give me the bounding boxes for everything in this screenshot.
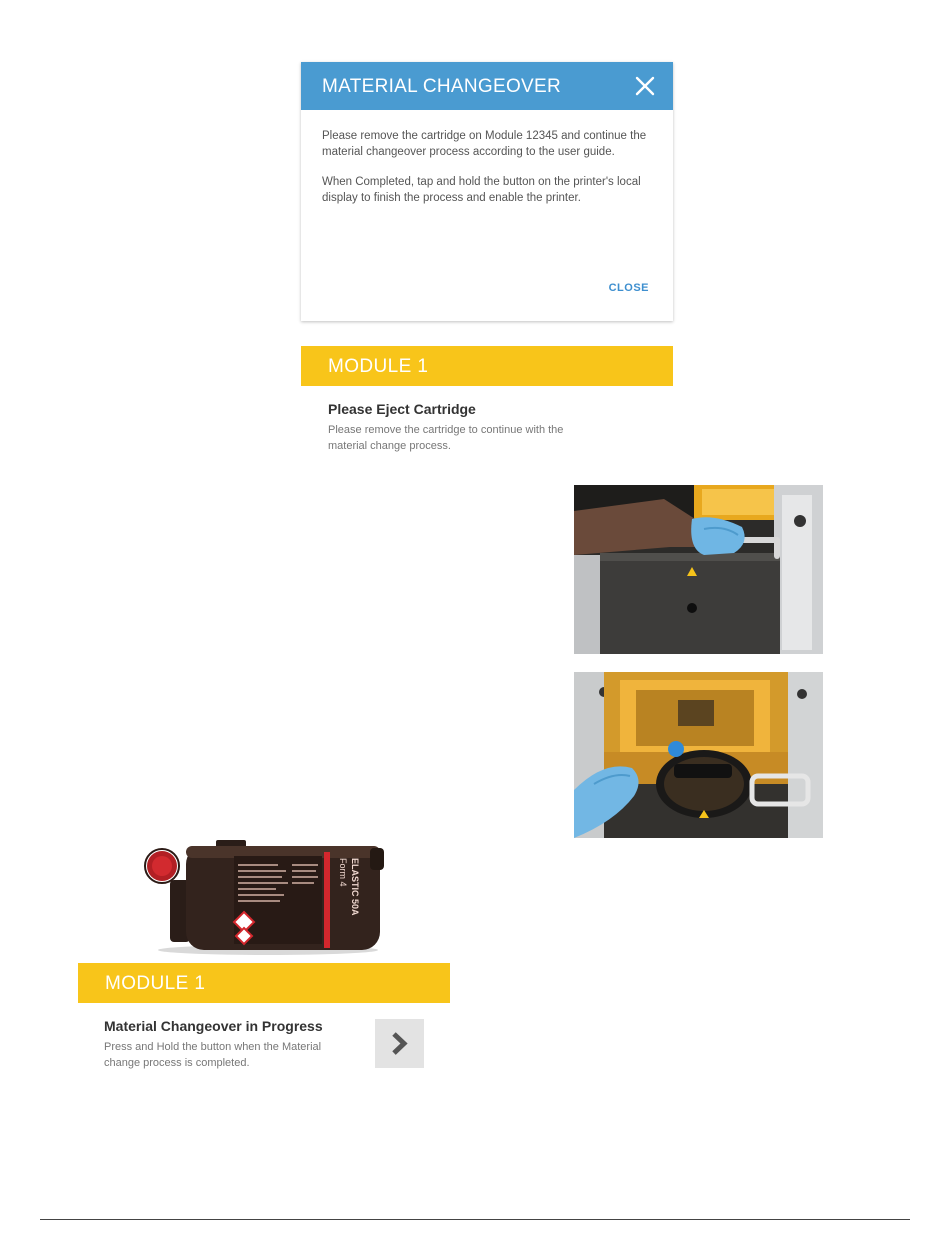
module-card-description: Press and Hold the button when the Material change process is completed. [104,1041,322,1069]
module-banner-label: MODULE 1 [105,973,206,994]
photo-cartridge-in-printer [574,672,823,838]
cartridge-image [142,840,390,956]
dialog-paragraph-2: When Completed, tap and hold the button on the printer's local display to finish the process and enable the printer. [322,176,641,204]
module-banner-1 [301,346,673,386]
module-card-description: Please remove the cartridge to continue with the material change process. [328,424,564,452]
footer-divider [40,1219,910,1220]
close-button[interactable]: CLOSE [608,282,649,294]
dialog-title: MATERIAL CHANGEOVER [322,76,562,97]
cartridge-product: ELASTIC 50A [350,858,360,916]
dialog-header [301,62,673,110]
module-banner-label: MODULE 1 [328,356,429,377]
chevron-right-icon [375,1019,424,1068]
close-icon[interactable] [635,76,655,96]
proceed-button[interactable] [375,1019,424,1068]
photo-eject-handle [574,485,823,654]
dialog-body [322,128,652,220]
dialog-paragraph-1: Please remove the cartridge on Module 12345 and continue the material changeover process according to the user guide. [322,130,647,158]
module-card-heading: Material Changeover in Progress [104,1018,323,1034]
material-changeover-dialog [301,62,673,321]
cartridge-brand: Form 4 [338,858,348,887]
module-banner-2 [78,963,450,1003]
module-card-heading: Please Eject Cartridge [328,401,476,417]
